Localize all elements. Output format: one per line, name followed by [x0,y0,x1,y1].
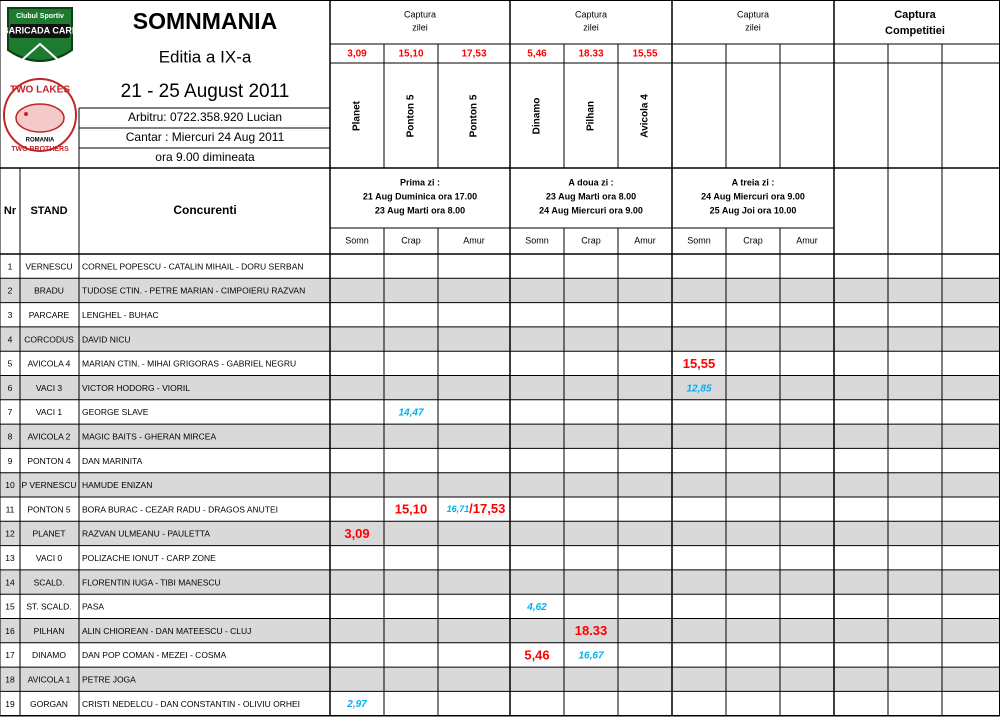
row-team: CORNEL POPESCU - CATALIN MIHAIL - DORU SERBAN [82,261,304,272]
capture-competition-label: Competitiei [885,24,945,37]
row-team: TUDOSE CTIN. - PETRE MARIAN - CIMPOIERU RAZVAN [82,285,306,296]
row-number: 2 [7,285,13,296]
catch-value: 3,09 [344,525,370,541]
species-header: Crap [743,235,763,246]
capture-day-label: zilei [412,22,428,33]
row-team: HAMUDE ENIZAN [82,480,153,491]
row-team: DAVID NICU [82,334,131,345]
capture-day-label: Captura [736,9,770,20]
row-team: LENGHEL - BUHAC [82,310,159,320]
capture-stand: Ponton 5 [468,94,480,138]
species-header: Somn [687,235,711,246]
table-row-band [0,327,1000,351]
row-team: PASA [82,601,105,612]
row-number: 19 [5,698,15,709]
capture-stand: Planet [351,100,363,132]
row-stand: AVICOLA 2 [27,431,71,442]
row-team: MAGIC BAITS - GHERAN MIRCEA [82,431,217,442]
row-stand: ST. SCALD. [26,601,72,612]
row-stand: VACI 0 [35,553,63,563]
species-header: Crap [401,235,421,246]
header-concurenti: Concurenti [173,203,237,218]
capture-value: 15,55 [632,48,658,60]
row-number: 9 [7,455,13,466]
capture-stand: Avicola 4 [639,94,651,138]
lakes-logo [4,79,76,153]
row-stand: AVICOLA 1 [27,674,71,685]
day-title: A doua zi : [568,177,614,188]
capture-value: 18.33 [578,48,604,60]
capture-stand: Dinamo [531,97,543,135]
catch-value: 5,46 [524,647,550,663]
row-number: 15 [5,601,15,612]
catch-value: 2,97 [347,699,367,711]
catch-value [447,502,506,517]
row-number: 16 [5,625,15,636]
day-end: 25 Aug Joi ora 10.00 [709,205,797,216]
catch-value-part: 17,53 [472,501,506,517]
row-stand: PILHAN [33,625,65,636]
lakes-logo-top-text: TWO LAKES [10,84,70,96]
row-number: 8 [7,431,13,442]
capture-day-label: zilei [745,22,761,33]
capture-value: 5,46 [527,48,547,60]
lakes-logo-bottom-text: TWO BROTHERS [11,145,69,153]
row-stand: VERNESCU [25,261,73,272]
lakes-logo-mid-text: ROMANIA [25,137,55,144]
row-number: 17 [5,650,15,661]
event-dates: 21 - 25 August 2011 [120,81,290,103]
capture-day-label: zilei [583,22,599,33]
day-end: 23 Aug Marti ora 8.00 [374,205,466,216]
club-logo-name: BARICADA CARP [2,25,78,36]
day-start: 24 Aug Miercuri ora 9.00 [701,191,805,202]
capture-day-label: Captura [574,9,608,20]
row-number: 3 [7,310,13,320]
row-team: CRISTI NEDELCU - DAN CONSTANTIN - OLIVIU ORHEI [82,698,301,709]
catch-value: 18.33 [574,623,608,639]
capture-value: 3,09 [347,48,367,60]
catch-value: 12,85 [686,383,712,395]
weigh-in-info: Cantar : Miercuri 24 Aug 2011 [125,130,285,145]
catch-value-part: 16,71 [446,504,470,515]
day-title: A treia zi : [731,177,775,188]
row-stand: DINAMO [32,650,66,661]
catch-value: 14,47 [398,407,424,419]
club-logo [2,8,78,61]
day-title: Prima zi : [399,177,441,188]
row-team: GEORGE SLAVE [82,407,149,418]
row-stand: SCALD. [33,577,65,588]
row-stand: PARCARE [28,310,70,320]
catch-value: 4,62 [527,601,547,613]
day-end: 24 Aug Miercuri ora 9.00 [539,205,643,216]
row-number: 12 [5,528,15,539]
row-stand: PONTON 4 [27,455,71,466]
catch-value: 16,67 [578,650,604,662]
row-stand: GORGAN [30,698,68,709]
capture-stand: Ponton 5 [405,94,417,138]
row-number: 1 [7,261,13,272]
row-number: 11 [5,504,15,515]
capture-competition-label: Captura [894,8,936,21]
species-header: Amur [634,235,656,246]
row-number: 6 [7,382,13,393]
fish-icon [16,104,64,132]
row-stand: VACI 3 [35,382,63,393]
day-start: 21 Aug Duminica ora 17.00 [362,191,478,202]
referee-info: Arbitru: 0722.358.920 Lucian [127,110,283,125]
row-team: POLIZACHE IONUT - CARP ZONE [82,553,216,563]
row-number: 13 [5,553,15,563]
species-header: Crap [581,235,601,246]
weigh-in-time: ora 9.00 dimineata [155,150,255,165]
catch-separator: / [469,501,473,517]
species-header: Somn [345,235,369,246]
table-row-band [0,667,1000,691]
header-stand: STAND [30,204,68,217]
row-stand: AVICOLA 4 [27,358,71,369]
row-stand: PONTON 5 [27,504,71,515]
catch-value: 15,10 [394,501,428,517]
row-team: VICTOR HODORG - VIORIL [82,382,190,393]
species-header: Somn [525,235,549,246]
event-title: SOMNMANIA [132,8,278,35]
event-edition: Editia a IX-a [158,47,252,67]
row-number: 10 [5,480,15,491]
row-stand: CORCODUS [24,334,74,345]
capture-value: 15,10 [398,48,424,60]
club-logo-top-text: Clubul Sportiv [16,12,64,20]
header-nr: Nr [3,204,17,217]
row-team: RAZVAN ULMEANU - PAULETTA [82,528,210,539]
row-team: MARIAN CTIN. - MIHAI GRIGORAS - GABRIEL NEGRU [82,358,297,369]
day-start: 23 Aug Marti ora 8.00 [545,191,637,202]
row-stand: P VERNESCU [21,480,77,491]
capture-stand: Pilhan [585,100,597,132]
capture-value: 17,53 [461,48,487,60]
row-number: 14 [5,577,15,588]
species-header: Amur [796,235,818,246]
row-team: FLORENTIN IUGA - TIBI MANESCU [82,577,221,588]
row-stand: PLANET [32,528,66,539]
capture-day-label: Captura [403,9,437,20]
row-team: DAN POP COMAN - MEZEI - COSMA [82,650,227,661]
row-stand: BRADU [34,285,64,296]
row-stand: VACI 1 [35,407,63,418]
row-number: 18 [5,674,15,685]
row-number: 4 [7,334,13,345]
row-team: DAN MARINITA [82,455,143,466]
fish-eye-icon [24,112,28,116]
row-number: 7 [7,407,13,418]
row-team: ALIN CHIOREAN - DAN MATEESCU - CLUJ [82,625,252,636]
catch-value: 15,55 [682,355,716,371]
row-team: PETRE JOGA [82,674,136,685]
species-header: Amur [463,235,485,246]
row-team: BORA BURAC - CEZAR RADU - DRAGOS ANUTEI [82,504,278,515]
row-number: 5 [7,358,13,369]
